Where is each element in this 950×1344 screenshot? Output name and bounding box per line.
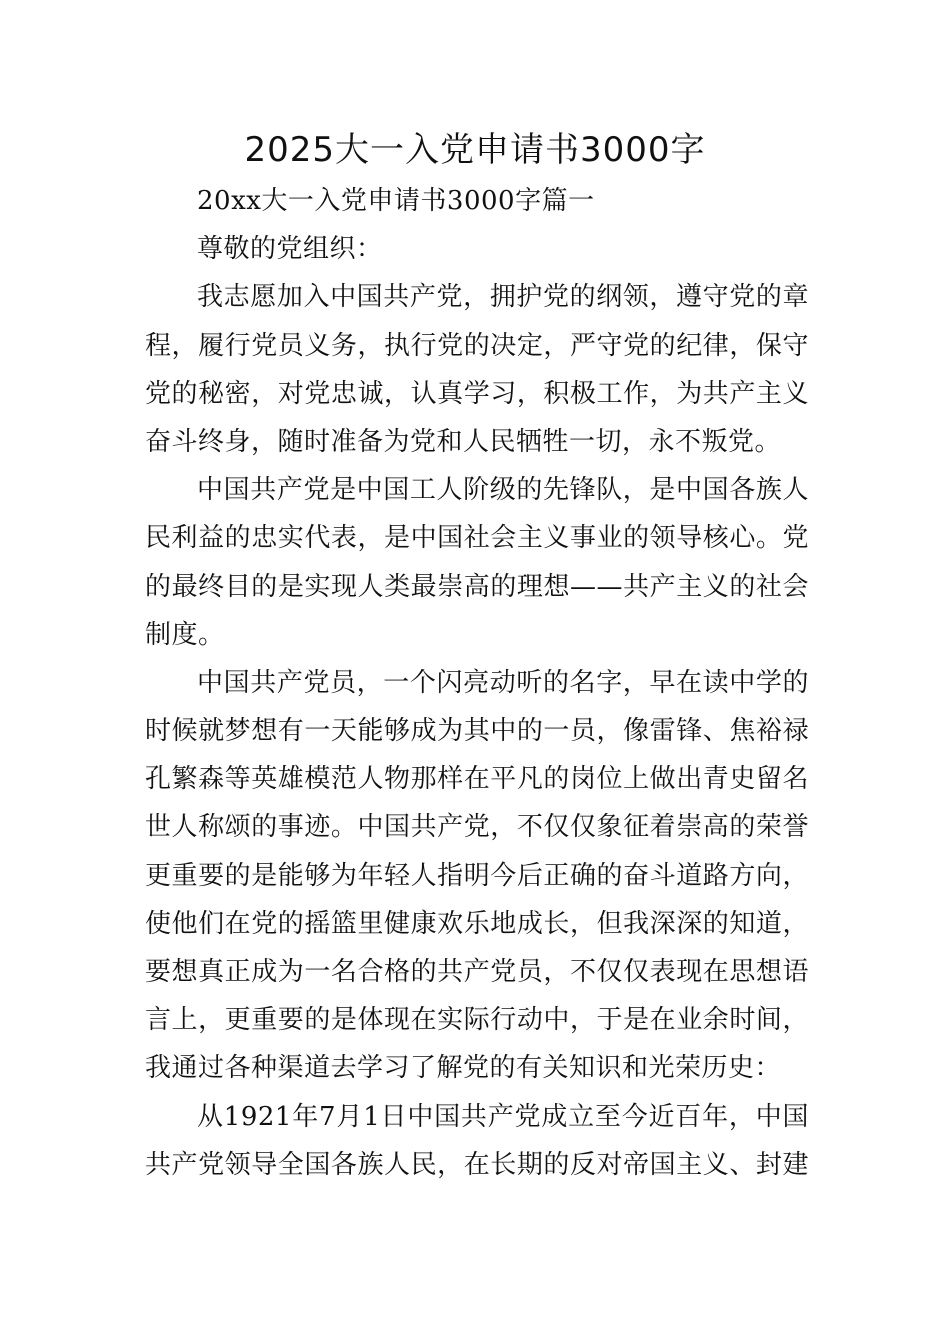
paragraph-2-line-2: 民利益的忠实代表，是中国社会主义事业的领导核心。党: [145, 523, 809, 554]
paragraph-1-line-4: 奋斗终身，随时准备为党和人民牺牲一切，永不叛党。: [145, 426, 782, 457]
paragraph-3-line-8: 言上，更重要的是体现在实际行动中，于是在业余时间，: [145, 1005, 809, 1036]
paragraph-4-line-1: 从1921年7月1日中国共产党成立至今近百年，中国: [197, 1101, 809, 1132]
paragraph-2-line-1: 中国共产党是中国工人阶级的先锋队，是中国各族人: [197, 475, 809, 506]
paragraph-3-line-7: 要想真正成为一名合格的共产党员，不仅仅表现在思想语: [145, 957, 809, 987]
paragraph-2-line-3: 的最终目的是实现人类最崇高的理想——共产主义的社会: [145, 571, 809, 602]
paragraph-4-line-2: 共产党领导全国各族人民，在长期的反对帝国主义、封建: [145, 1149, 809, 1180]
paragraph-3-line-6: 使他们在党的摇篮里健康欢乐地成长，但我深深的知道，: [145, 908, 809, 939]
paragraph-1-line-1: 我志愿加入中国共产党，拥护党的纲领，遵守党的章: [197, 282, 809, 313]
paragraph-3-line-4: 世人称颂的事迹。中国共产党，不仅仅象征着崇高的荣誉: [145, 812, 809, 843]
paragraph-3-line-5: 更重要的是能够为年轻人指明今后正确的奋斗道路方向，: [145, 860, 809, 891]
paragraph-3-line-3: 孔繁森等英雄模范人物那样在平凡的岗位上做出青史留名: [145, 764, 809, 795]
document-body: [145, 177, 809, 1189]
subtitle-line: 20xx大一入党申请书3000字篇一: [197, 186, 595, 216]
document-title: 2025大一入党申请书3000字: [244, 130, 706, 170]
paragraph-3-line-2: 时候就梦想有一天能够成为其中的一员，像雷锋、焦裕禄: [145, 716, 809, 747]
paragraph-1-line-3: 党的秘密，对党忠诚，认真学习，积极工作，为共产主义: [145, 378, 809, 409]
paragraph-1-line-2: 程，履行党员义务，执行党的决定，严守党的纪律，保守: [145, 330, 809, 361]
paragraph-3-line-9: 我通过各种渠道去学习了解党的有关知识和光荣历史：: [145, 1053, 782, 1084]
paragraph-3-line-1: 中国共产党员，一个闪亮动听的名字，早在读中学的: [197, 667, 809, 698]
paragraph-2-line-4: 制度。: [145, 619, 225, 650]
salutation-line: 尊敬的党组织：: [197, 234, 383, 265]
